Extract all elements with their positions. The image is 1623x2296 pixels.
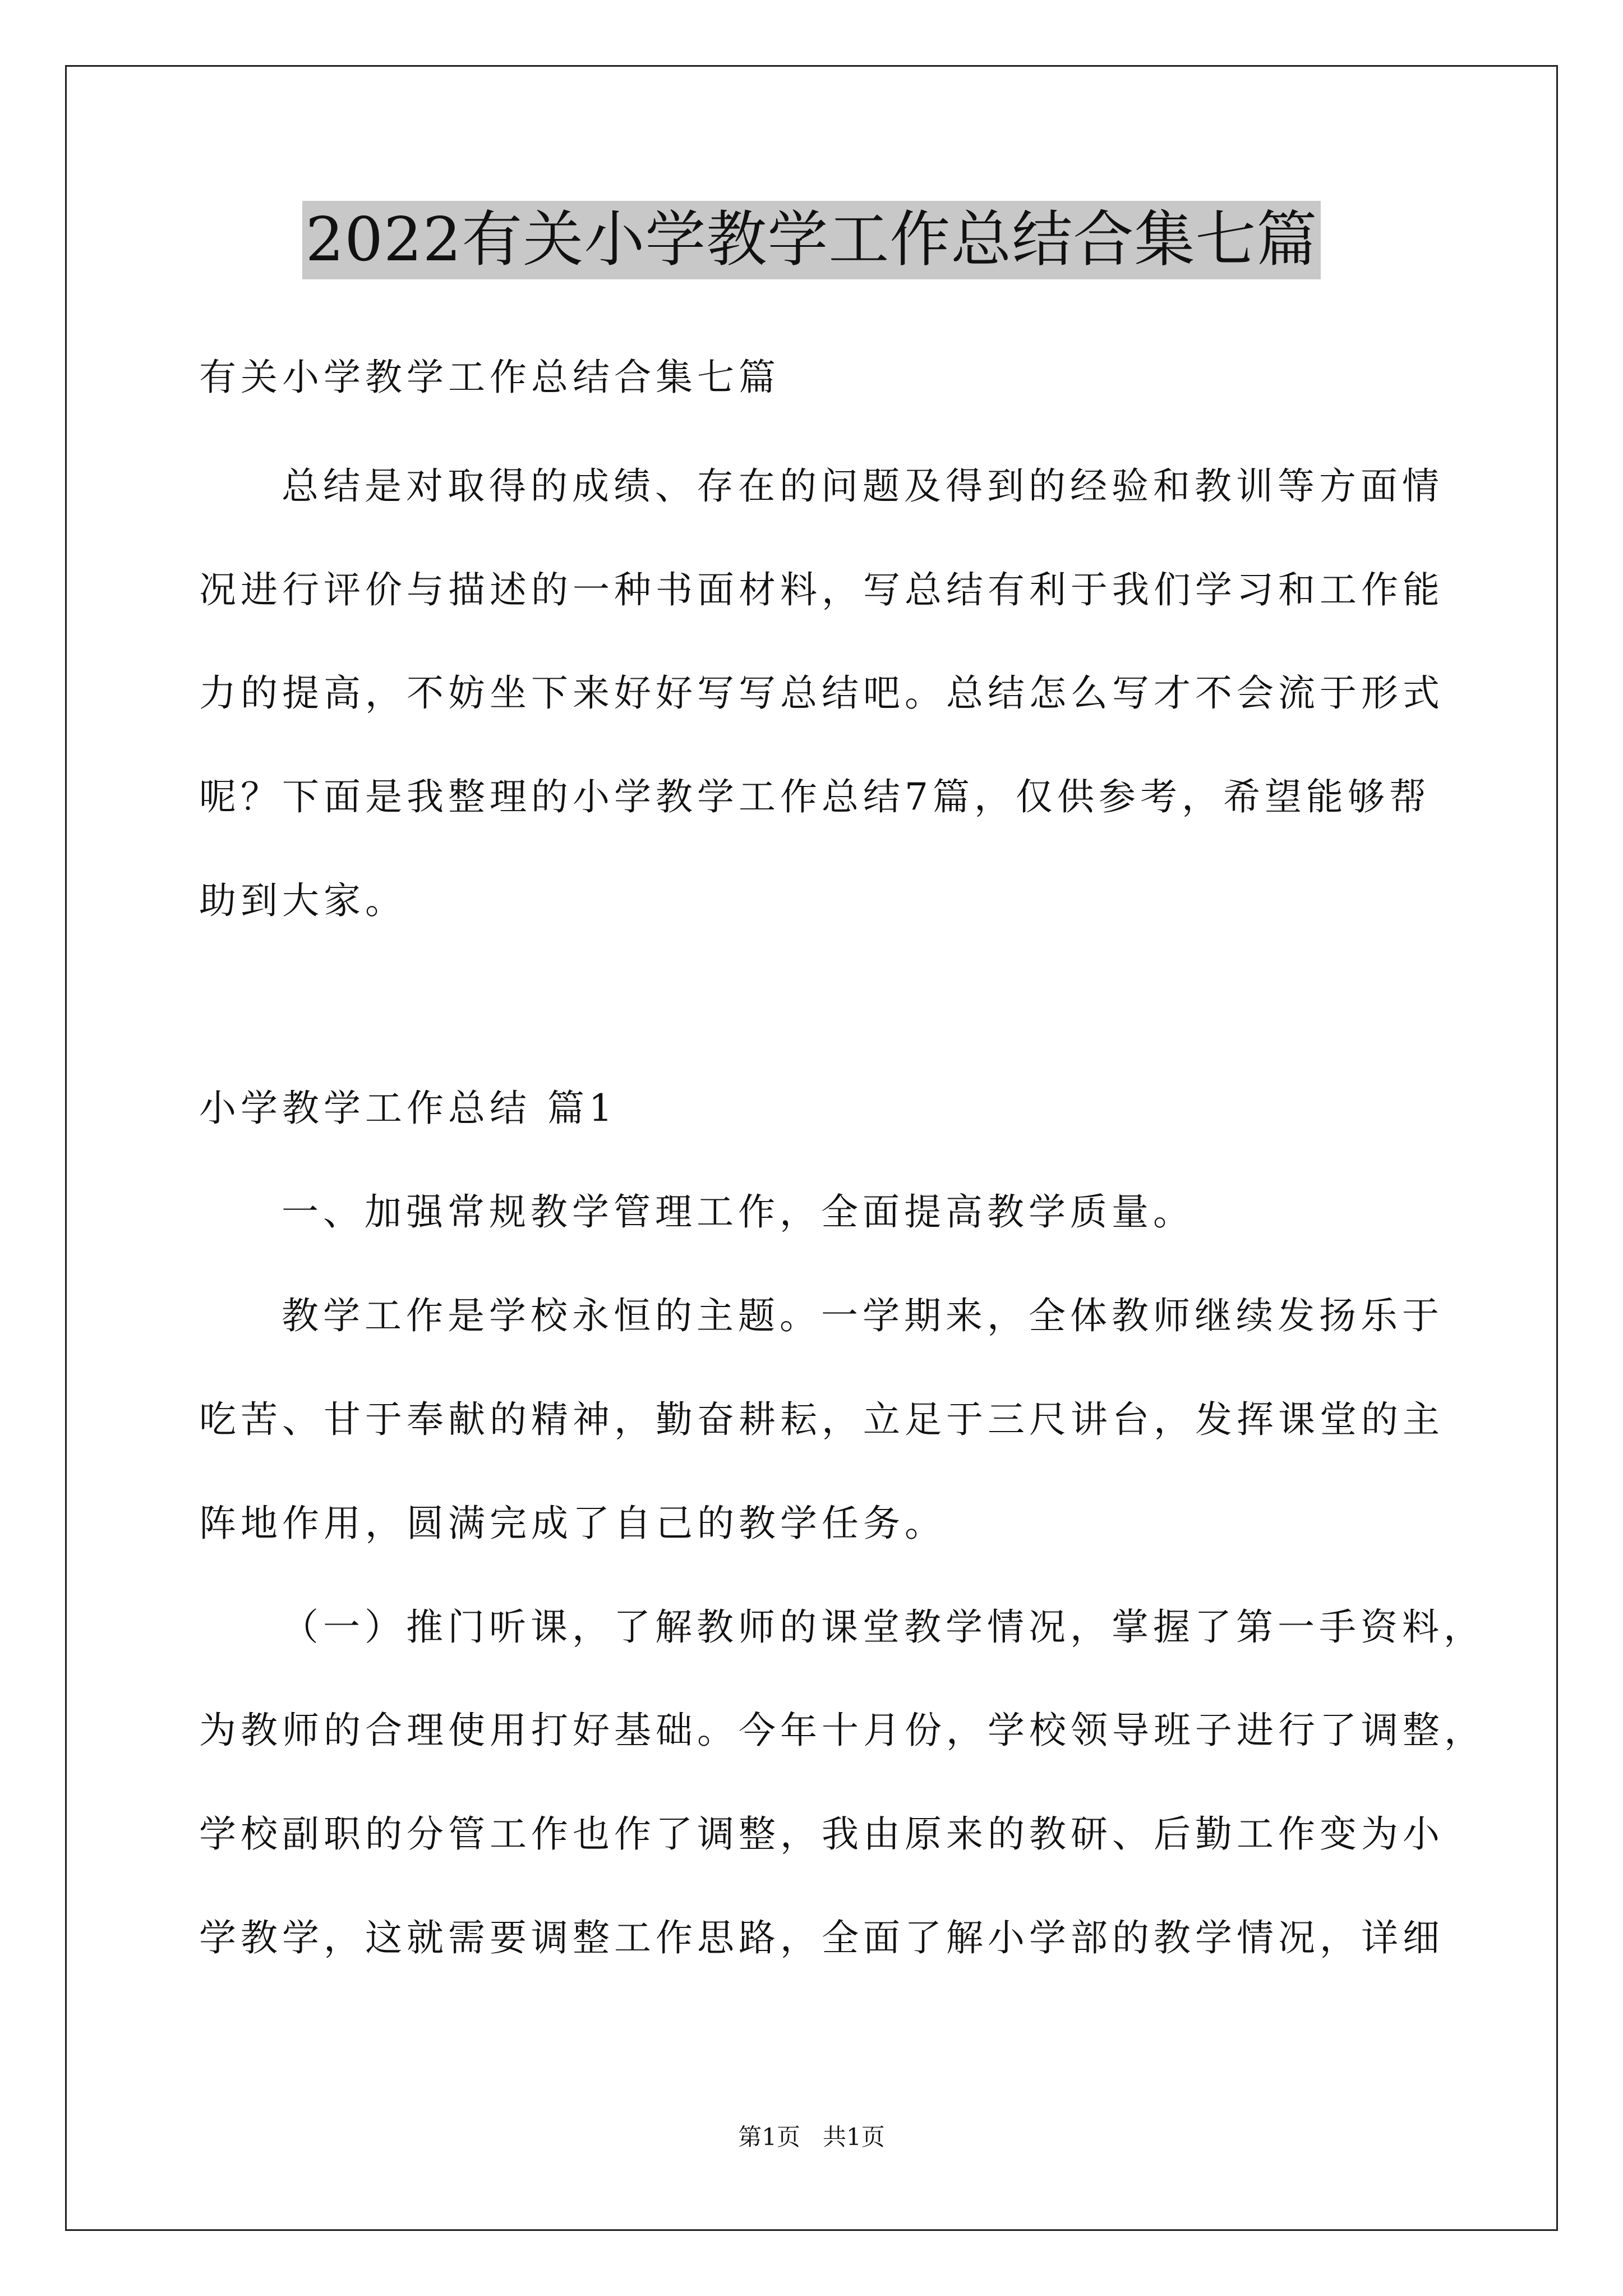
paragraph-line: 为教师的合理使用打好基础。今年十月份，学校领导班子进行了调整， xyxy=(199,1709,1486,1752)
document-subtitle: 有关小学教学工作总结合集七篇 xyxy=(199,356,780,399)
paragraph-line: （一）推门听课，了解教师的课堂教学情况，掌握了第一手资料， xyxy=(282,1605,1485,1649)
document-title: 2022有关小学教学工作总结合集七篇 xyxy=(302,201,1321,279)
point-heading: 一、加强常规教学管理工作，全面提高教学质量。 xyxy=(282,1190,1195,1234)
paragraph-line: 吃苦、甘于奉献的精神，勤奋耕耘，立足于三尺讲台，发挥课堂的主 xyxy=(199,1398,1444,1441)
paragraph-line: 学教学，这就需要调整工作思路，全面了解小学部的教学情况，详细 xyxy=(199,1916,1444,1959)
intro-line: 力的提高，不妨坐下来好好写写总结吧。总结怎么写才不会流于形式 xyxy=(199,671,1444,715)
intro-line: 总结是对取得的成绩、存在的问题及得到的经验和教训等方面情 xyxy=(282,464,1444,508)
page-footer: 第1页 共1页 xyxy=(738,2123,885,2151)
paragraph-line: 学校副职的分管工作也作了调整，我由原来的教研、后勤工作变为小 xyxy=(199,1812,1444,1856)
intro-line: 助到大家。 xyxy=(199,879,407,922)
intro-line: 况进行评价与描述的一种书面材料，写总结有利于我们学习和工作能 xyxy=(199,568,1444,611)
title-container xyxy=(0,201,1623,279)
section-heading: 小学教学工作总结 篇1 xyxy=(199,1087,617,1130)
intro-line: 呢？下面是我整理的小学教学工作总结7篇，仅供参考，希望能够帮 xyxy=(199,775,1431,818)
paragraph-line: 教学工作是学校永恒的主题。一学期来，全体教师继续发扬乐于 xyxy=(282,1294,1444,1337)
paragraph-line: 阵地作用，圆满完成了自己的教学任务。 xyxy=(199,1502,946,1545)
